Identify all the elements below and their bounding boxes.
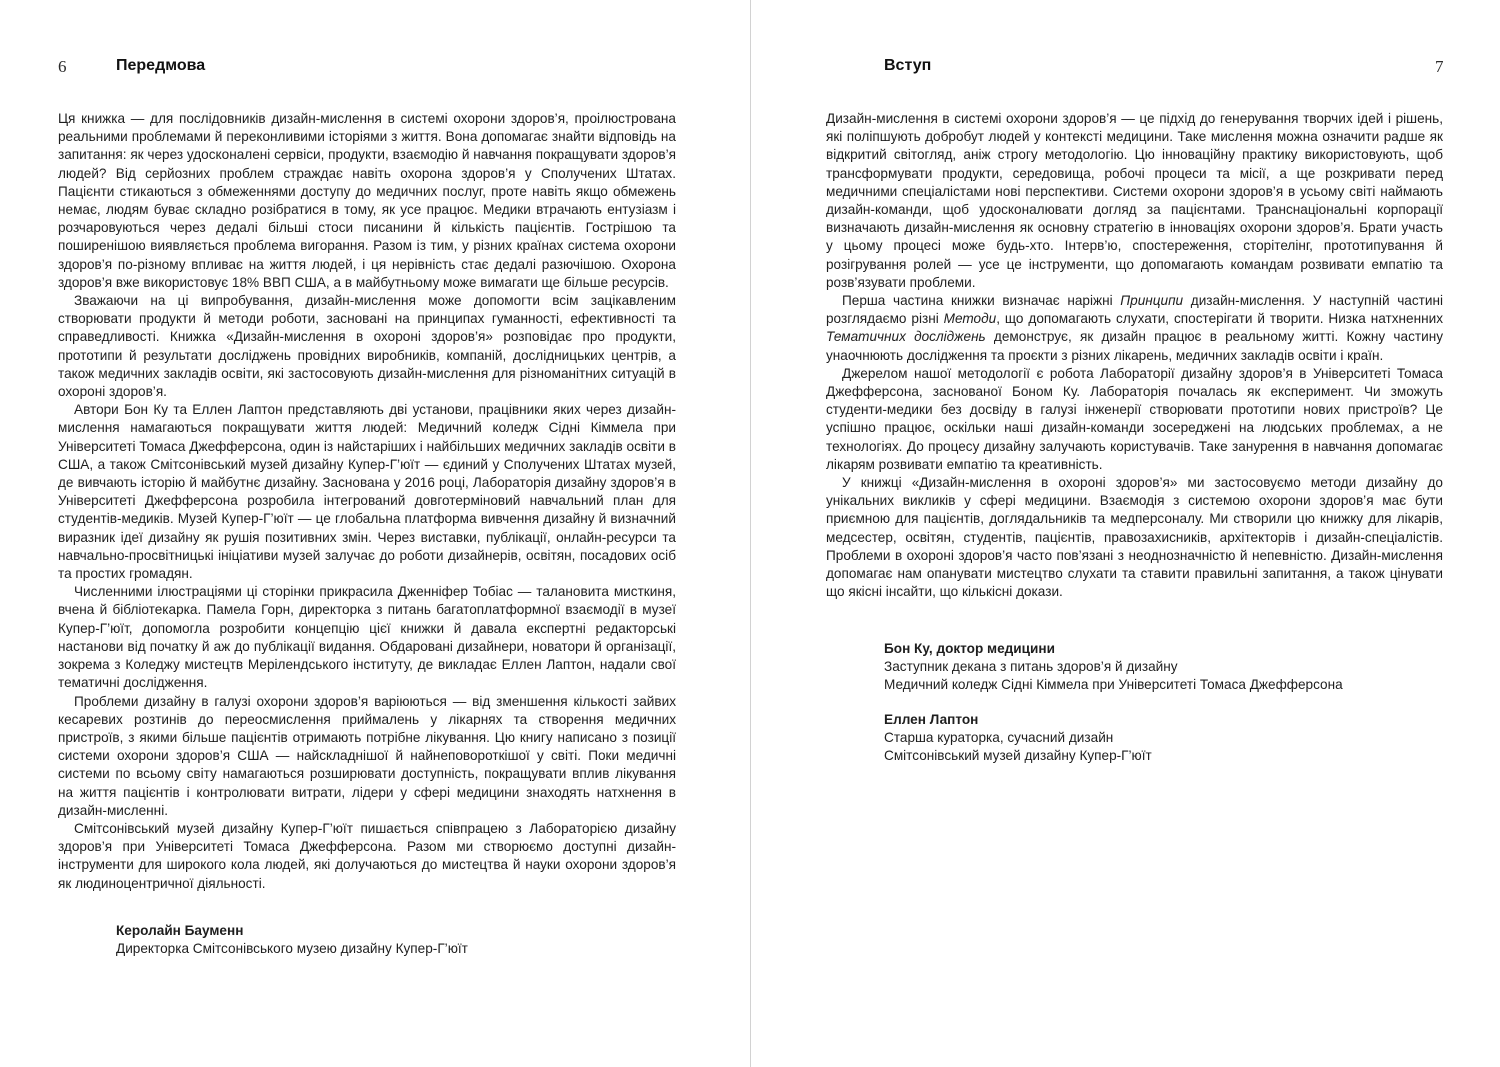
signature-affiliation: Смітсонівський музей дизайну Купер-Г’юїт [884, 748, 1152, 764]
intro-signature-1 [884, 640, 1343, 695]
intro-principles-term: Принципи [1120, 293, 1184, 309]
intro-methods-term: Методи [943, 311, 997, 327]
foreword-body [58, 110, 676, 893]
foreword-signature [116, 922, 468, 958]
foreword-paragraph-2: Зважаючи на ці випробування, дизайн-мислення може допомогти всім зацікавленим створювати продукти й методи роботи, засновані на принципах гуманності, ефективності та справедливості. Книжка «Дизайн-мислення в охороні здоров’я» розповідає про продукти, прототипи й результати досліджень провідних виробників, компаній, дослідницьких центрів, а також медичних закладів освіти, які застосовують дизайн-мислення для різноманітних ситуацій в охороні здоров’я. [58, 293, 676, 400]
signature-name: Керолайн Бауменн [116, 923, 244, 938]
introduction-body [826, 110, 1443, 601]
section-title-introduction: Вступ [884, 57, 932, 74]
section-title-foreword: Передмова [116, 57, 206, 74]
intro-signature-2 [884, 711, 1152, 766]
page-number-right: 7 [1435, 57, 1444, 76]
signature-name: Бон Ку, доктор медицини [884, 641, 1055, 656]
intro-paragraph-2 [826, 292, 1443, 365]
signature-affiliation: Медичний коледж Сідні Кіммела при Університеті Томаса Джефферсона [884, 677, 1343, 693]
intro-paragraph-3: Джерелом нашої методології є робота Лабораторії дизайну здоров’я в Університеті Томаса Джефферсона, заснованої Боном Ку. Лабораторія почалась як експеримент. Чи зможуть студенти-медики без досвіду в галузі інженерії створювати прототипи нових пристроїв? Це успішно працює, оскільки наші дизайн-команди зосереджені на людських проблемах, а не технологіях. До процесу дизайну залучають користувачів. Таке занурення в навчання допомагає лікарям розвивати емпатію та креативність. [826, 365, 1443, 472]
signature-name: Еллен Лаптон [884, 712, 979, 727]
intro-paragraph-2-part-1: Перша частина книжки визначає наріжні [842, 293, 1121, 309]
signature-role: Заступник декана з питань здоров’я й дизайну [884, 659, 1178, 675]
intro-case-studies-term: Тематичних досліджень [826, 329, 986, 345]
signature-role: Директорка Смітсонівського музею дизайну Купер-Г’юїт [116, 941, 468, 957]
intro-paragraph-1: Дизайн-мислення в системі охорони здоров’я — це підхід до генерування творчих ідей і рішень, які поліпшують добробут людей у контексті медицини. Таке мислення можна означити радше як відкритий світогляд, аніж строгу методологію. Цю інноваційну практику використовують, щоб трансформувати продукти, середовища, робочі процеси та місії, а ще розкривати перед медичними спеціалістами нові перспективи. Системи охорони здоров’я в усьому світі наймають дизайн-команди, щоб удосконалювати догляд за пацієнтами. Транснаціональні корпорації визначають дизайн-мислення як основну стратегію в інноваціях охорони здоров’я. Брати участь у цьому процесі може будь-хто. Інтерв’ю, спостереження, сторітелінг, прототипування й розігрування ролей — усе це інструменти, що допомагають командам розвивати емпатію та розв’язувати проблеми. [826, 111, 1443, 290]
signature-role: Старша кураторка, сучасний дизайн [884, 730, 1114, 746]
intro-paragraph-4: У книжці «Дизайн-мислення в охороні здоров’я» ми застосовуємо методи дизайну до унікальних викликів у сфері медицини. Взаємодія з системою охорони здоров’я має бути приємною для пацієнтів, доглядальників та медперсоналу. Ми створили цю книжку для лікарів, медсестер, освітян, студентів, пацієнтів, правозахисників, архітекторів і дизайн-спеціалістів. Проблеми в охороні здоров’я часто пов’язані з неоднозначністю й непевністю. Дизайн-мислення допомагає нам опанувати мистецтво слухати та ставити правильні запитання, а також цінувати що якісні інсайти, що кількісні докази. [826, 475, 1443, 600]
foreword-paragraph-3: Автори Бон Ку та Еллен Лаптон представляють дві установи, працівники яких через дизайн-мислення намагаються покращувати життя людей: Медичний коледж Сідні Кіммела при Університеті Томаса Джефферсона, один із найстаріших і найбільших медичних закладів освіти в США, а також Смітсонівський музей дизайну Купер-Г’юїт — єдиний у Сполучених Штатах музей, де вивчають історію й майбутнє дизайну. Заснована у 2016 році, Лабораторія дизайну здоров’я в Університеті Джефферсона розробила інтегрований довготерміновий навчальний план для студентів-медиків. Музей Купер-Г’юїт — це глобальна платформа вивчення дизайну й визначний виразник ідеї дизайну як рушія позитивних змін. Через виставки, публікації, онлайн-ресурси та навчально-просвітницькі ініціативи музей залучає до роботи дизайнерів, освітян, посадових осіб та простих громадян. [58, 402, 676, 582]
foreword-paragraph-4: Численними ілюстраціями ці сторінки прикрасила Дженніфер Тобіас — талановита мисткиня, вчена й бібліотекарка. Памела Горн, директорка з питань багатоплатформної взаємодії в музеї Купер-Г’юїт, допомогла розробити концепцію цієї книжки й давала експертні редакторські настанови від початку й аж до публікації видання. Обдаровані дизайнери, новатори й організації, зокрема з Коледжу мистецтв Мерілендського інституту, де викладає Еллен Лаптон, надали свої тематичні дослідження. [58, 584, 676, 691]
foreword-paragraph-6: Смітсонівський музей дизайну Купер-Г’юїт пишається співпрацею з Лабораторією дизайну здоров’я при Університеті Томаса Джефферсона. Разом ми створюємо доступні дизайн-інструменти для широкого кола людей, які долучаються до мистецтва й науки охорони здоров’я як людиноцентричної діяльності. [58, 820, 676, 891]
page-number-left: 6 [58, 57, 67, 76]
foreword-paragraph-1: Ця книжка — для послідовників дизайн-мислення в системі охорони здоров’я, проілюстрована реальними проблемами й переконливими історіями з життя. Вона допомагає знайти відповідь на запитання: як через удосконалені сервіси, продукти, взаємодію й навчання покращувати здоров’я людей? Від серйозних проблем страждає навіть охорона здоров’я у Сполучених Штатах. Пацієнти стикаються з обмеженнями доступу до медичних послуг, проте навіть якщо обмежень немає, людям буває складно розібратися в тому, як усе працює. Медики втрачають ентузіазм і розчаровуються через дедалі більші стоси писанини й кількість пацієнтів. Гострішою та поширенішою виявляється проблема вигорання. Разом із тим, у різних країнах система охорони здоров’я по-різному впливає на життя людей, і ця нерівність стає дедалі разючішою. Охорона здоров’я вже використовує 18% ВВП США, а в майбутньому може вимагати ще більше ресурсів. [58, 111, 676, 290]
intro-paragraph-2-part-3: , що допомагають слухати, спостерігати й творити. Низка натхненних [996, 311, 1443, 327]
foreword-paragraph-5: Проблеми дизайну в галузі охорони здоров’я варіюються — від зменшення кількості зайвих кесаревих розтинів до переосмислення приймалень у лікарнях та створення медичних пристроїв, з якими більше пацієнтів отримають потрібне лікування. Цю книгу написано з позиції системи охорони здоров’я США — найскладнішої й найнеповороткішої у світі. Поки медичні системи по всьому світу намагаються розширювати доступність, покращувати вплив лікування на життя пацієнтів і контролювати витрати, лідери у сфері медицини знаходять натхнення в дизайн-мисленні. [58, 693, 676, 818]
intro-paragraph-2-part-4: демонструє, як дизайн працює в реальному житті. Кожну частину унаочнюють дослідження та проєкти з різних лікарень, медичних закладів освіти і країн. [826, 329, 1443, 363]
right-page [751, 0, 1500, 1067]
intro-paragraph-2-part-2: дизайн-мислення. У наступній частині розглядаємо різні [826, 293, 1443, 327]
